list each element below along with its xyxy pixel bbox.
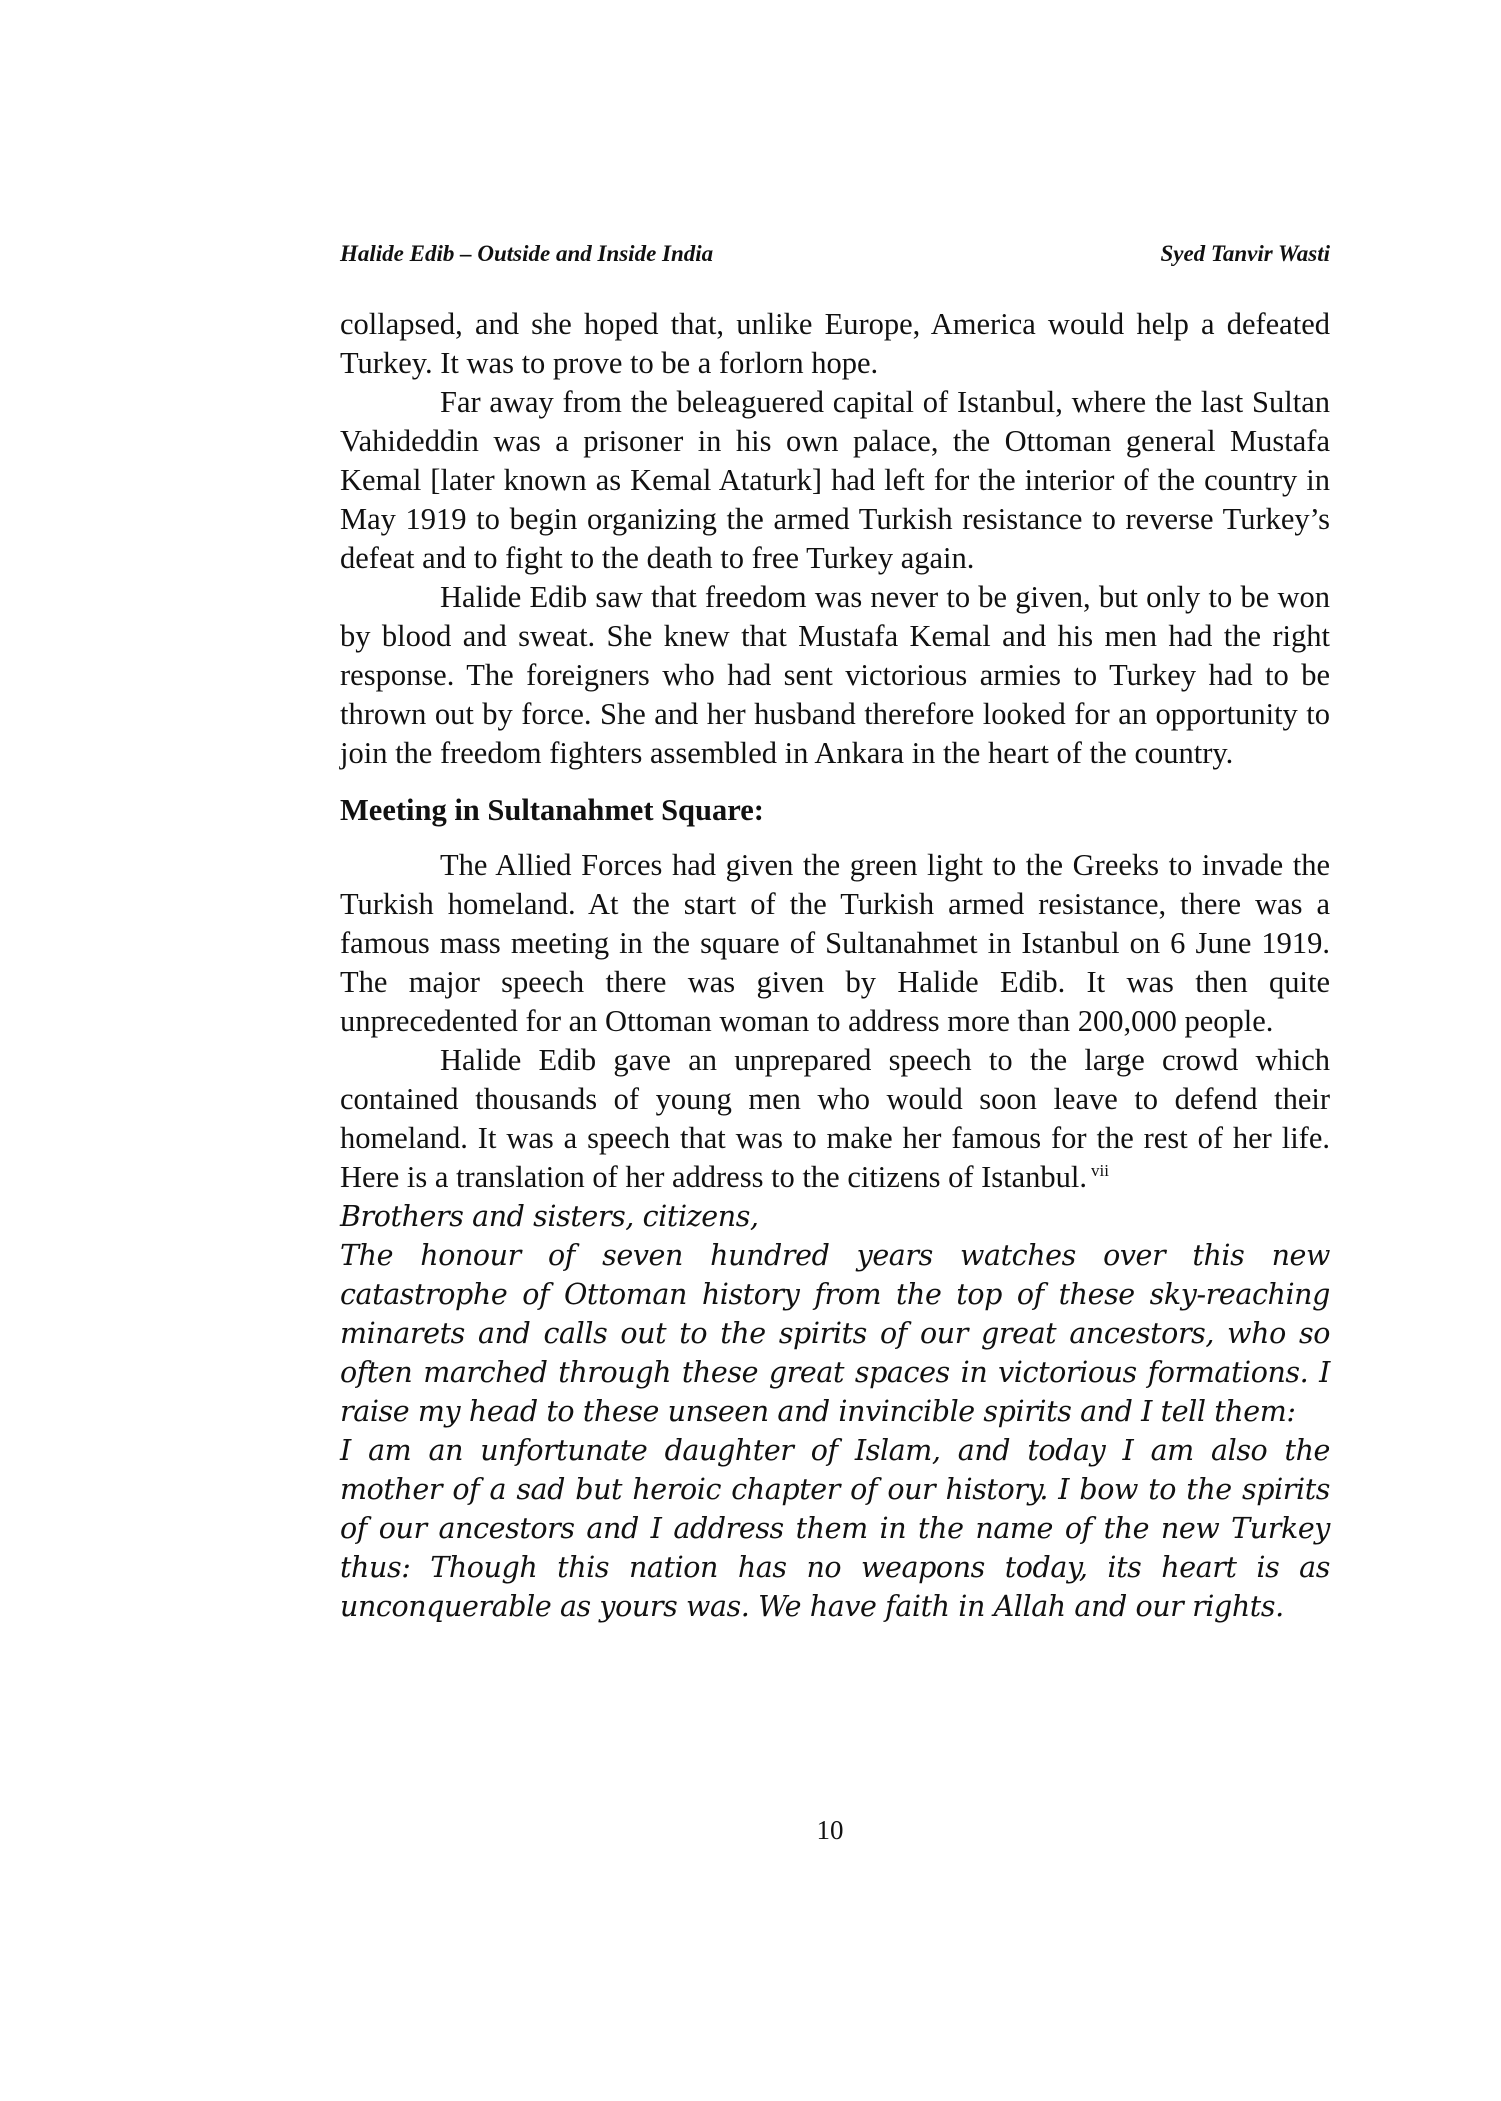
speech-paragraph-honour: The honour of seven hundred years watches over this new catastrophe of Ottoman history from the top of these sky-reaching minarets and calls out to the spirits of our great ancestors, who so often marched through these great spaces in victorious formations. I raise my head to these unseen and invincible spirits and I tell them: [340,1239,1330,1428]
speech-salutation: Brothers and sisters, citizens, [340,1200,759,1233]
paragraph-mustafa-kemal: Far away from the beleaguered capital of Istanbul, where the last Sultan Vahideddin was a prisoner in his own palace, the Ottoman general Mustafa Kemal [later known as Kemal Ataturk] had left for the interior of the country in May 1919 to begin organizing the armed Turkish resistance to reverse Turkey’s defeat and to fight to the death to free Turkey again. [340,385,1330,575]
paragraph-continued: collapsed, and she hoped that, unlike Europe, America would help a defeated Turkey. It was to prove to be a forlorn hope. [340,307,1330,380]
paragraph-unprepared-speech [340,1041,1330,1197]
endnote-reference[interactable]: vii [1091,1160,1109,1180]
section-heading: Meeting in Sultanahmet Square: [340,793,764,827]
header-book-title: Halide Edib – Outside and Inside India [340,241,714,266]
page-number: 10 [816,1815,844,1845]
paragraph-unprepared-speech-text: Halide Edib gave an unprepared speech to the large crowd which contained thousands of young men who would soon leave to defend their homeland. It was a speech that was to make her famous for the rest of her life. Here is a translation of her address to the citizens of Istanbul. [340,1043,1330,1194]
header-author: Syed Tanvir Wasti [1160,241,1330,266]
speech-paragraph-daughter: I am an unfortunate daughter of Islam, and today I am also the mother of a sad but heroic chapter of our history. I bow to the spirits of our ancestors and I address them in the name of the new Turkey thus: Though this nation has no weapons today, its heart is as unconquerable as yours was. We have faith in Allah and our rights. [340,1434,1330,1623]
speech-quotation [340,1197,1330,1626]
paragraph-freedom: Halide Edib saw that freedom was never to be given, but only to be won by blood and sweat. She knew that Mustafa Kemal and his men had the right response. The foreigners who had sent victorious armies to Turkey had to be thrown out by force. She and her husband therefore looked for an opportunity to join the freedom fighters assembled in Ankara in the heart of the country. [340,580,1330,770]
paragraph-allied-forces: The Allied Forces had given the green light to the Greeks to invade the Turkish homeland. At the start of the Turkish armed resistance, there was a famous mass meeting in the square of Sultanahmet in Istanbul on 6 June 1919. The major speech there was given by Halide Edib. It was then quite unprecedented for an Ottoman woman to address more than 200,000 people. [340,848,1330,1038]
body-text [340,305,1330,1626]
running-header [340,239,1330,269]
